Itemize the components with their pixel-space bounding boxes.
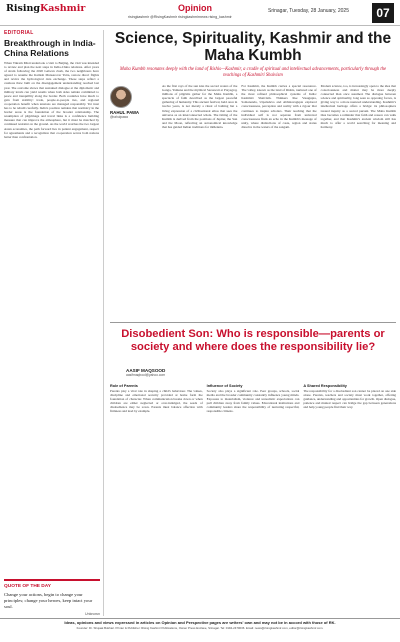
second-author-name: AASIF MAQSOOD — [126, 368, 166, 373]
editorial-column — [4, 30, 104, 616]
lead-column-2: For Kashmir, the Kumbh carries a special resonance. The valley, known as the land of Rishis, nurtured one of the most refined philosophical systems of India: Kashmiri Shaivism. Thinkers like Vasugupta, Somananda, Utpaladeva and Abhinavagupta explored consciousness, perception and reality with a rigour that continues to inspire scholars. Their teaching that the individual self is not separate from universal consciousness finds an echo in the Kumbh's message of unity, where distinctions of caste, region and status dissolve in the waters of the sangam. — [241, 84, 317, 129]
editorial-title: Breakthrough in India-China Relations — [4, 38, 96, 58]
print-imprint: Founder: Dr. Shujaat Bukhari. Printer & Publisher: Rising Kashmir Publications, Owner Press Enclave, Srinagar. Tel: 0194-2470036. Email: news@risingkashmir.com, editor@risingkashmir.com. — [76, 626, 324, 630]
lead-column-1: As the first rays of the sun kiss the sacred waters of the Ganga, Yamuna and the mythical Saraswati at Prayagraj, millions of pilgrims gather for the Maha Kumbh, a spectacle of faith described as the largest peaceful gathering of humanity. This ancient festival, held once in twelve years, is not merely a ritual of bathing but a living expression of a civilisational ethos that sees the universe as an interconnected whole. The timing of the Kumbh is derived from the positions of Jupiter, the Sun and the Moon, reflecting an astronomical knowledge that has guided Indian traditions for millennia. — [162, 84, 238, 129]
second-author-email[interactable]: aasifmaqbool@yahoo.com — [126, 373, 166, 377]
second-subhead-2: Influence of Society — [206, 384, 243, 388]
second-column-3 — [303, 382, 396, 414]
lead-deck: Maha Kumbh resonates deeply with the land of Rishis—Kashmir, a cradle of spiritual and intellectual advancements, particularly through the teachings of Kashmiri Shaivism — [119, 67, 387, 78]
second-column-2 — [207, 382, 300, 414]
author-avatar — [110, 86, 132, 108]
lead-article — [110, 84, 396, 320]
brand-name-first: Rising — [6, 3, 41, 14]
page-number: 07 — [372, 3, 394, 23]
opinion-disclaimer: Ideas, opinions and views expressed in articles on Opinion and Perspective pages are writers' own and may not be in accord with those of RK. — [0, 618, 400, 626]
quote-label: QUOTE OF THE DAY — [4, 584, 51, 589]
lead-byline — [110, 86, 160, 119]
masthead — [0, 0, 400, 26]
second-headline[interactable]: Disobedient Son: Who is responsible—parents or society and where does the responsibility lie? — [121, 328, 385, 353]
second-subhead-1: Role of Parents — [110, 384, 138, 388]
second-body-3: The responsibility for a disobedient son cannot be placed on one side alone. Parents, teachers and society must work together, offering guidance, understanding and opportunities for growth. Open dialogue, patience and mutual respect can bridge the gap between generations and help young people find their way. — [303, 389, 397, 410]
second-body-2: Society also plays a significant role. Peer groups, schools, social media and the broader community constantly influence young minds. Exposure to materialism, violence and unrealistic expectations can pull children away from family values. Educational institutions and community leaders share the responsibility of nurturing respectful, responsible citizens. — [206, 389, 300, 414]
lead-body-columns — [162, 84, 396, 129]
social-handles: risingkashmir @RisingKashmir risingkashmirnews rising_kashmir — [128, 15, 232, 19]
second-subhead-3: A Shared Responsibility — [303, 384, 347, 388]
article-divider — [110, 322, 396, 323]
lead-article-header — [110, 30, 396, 79]
quote-author: Unknown — [85, 612, 100, 616]
lead-column-3: Modern science, too, is increasingly open to the idea that consciousness and matter may be more deeply connected than once assumed. The dialogue between science and spirituality, long seen as opposing forces, is giving way to a more nuanced understanding. Kashmir's intellectual heritage offers a bridge: its philosophers treated inquiry as a sacred pursuit. The Maha Kumbh thus becomes a reminder that faith and reason can walk together, and that Kashmir's ancient wisdom still has much to offer a world searching for meaning and harmony. — [320, 84, 396, 129]
brand-logo[interactable] — [6, 3, 85, 14]
second-article — [110, 382, 396, 414]
dateline: Srinagar, Tuesday, 28 January, 2025 — [268, 8, 349, 14]
section-label: Opinion — [178, 3, 212, 13]
second-body-1: Parents play a vital role in shaping a child's behaviour. The values, discipline and emotional security provided at home form the foundation of character. When communication breaks down or when children are either neglected or over-indulged, the seeds of disobedience may be sown. Parents must balance affection with firmness and lead by example. — [110, 389, 203, 414]
author-name: RAHUL PAWA — [110, 110, 140, 115]
author-handle: @rahulpawa — [110, 115, 128, 119]
editorial-label: EDITORIAL — [4, 30, 34, 36]
second-column-1 — [110, 382, 203, 414]
editorial-body: When Vikram Misri undertook a visit to Beijing, the visit was intended to review and plan the next steps in India-China relations. After years of strain following the 2020 Galwan clash, the two neighbours have agreed to resume the Kailash Mansarovar Yatra, restore direct flights and revive the hydrological data exchange. These steps reflect a cautious thaw built on the disengagement understanding reached last year. The outcome shows that sustained dialogue at the diplomatic and military levels can yield results when both sides remain committed to peace and tranquillity along the border. Both countries have much to gain from stability: trade, people-to-people ties, and regional cooperation benefit when tensions are managed responsibly. Yet trust has to be rebuilt carefully. India's position remains that normalcy in the border areas is the foundation of the broader relationship. The resumption of pilgrimage and travel links is a confidence building measure that can improve the atmosphere, but it must be matched by continued restraint on the ground. As the world watches the two largest Asian economies, the path forward lies in patient engagement, respect for agreements and a recognition that cooperation serves both nations better than confrontation. — [4, 61, 99, 139]
lead-headline[interactable]: Science, Spirituality, Kashmir and the Maha Kumbh — [114, 30, 392, 64]
quote-of-the-day — [4, 579, 100, 616]
quote-text: Change your actions, begin to change your principles; change your heroes, keep intact your soul. — [4, 592, 93, 609]
brand-name-second: Kashmir — [40, 3, 86, 14]
second-byline — [126, 368, 206, 377]
